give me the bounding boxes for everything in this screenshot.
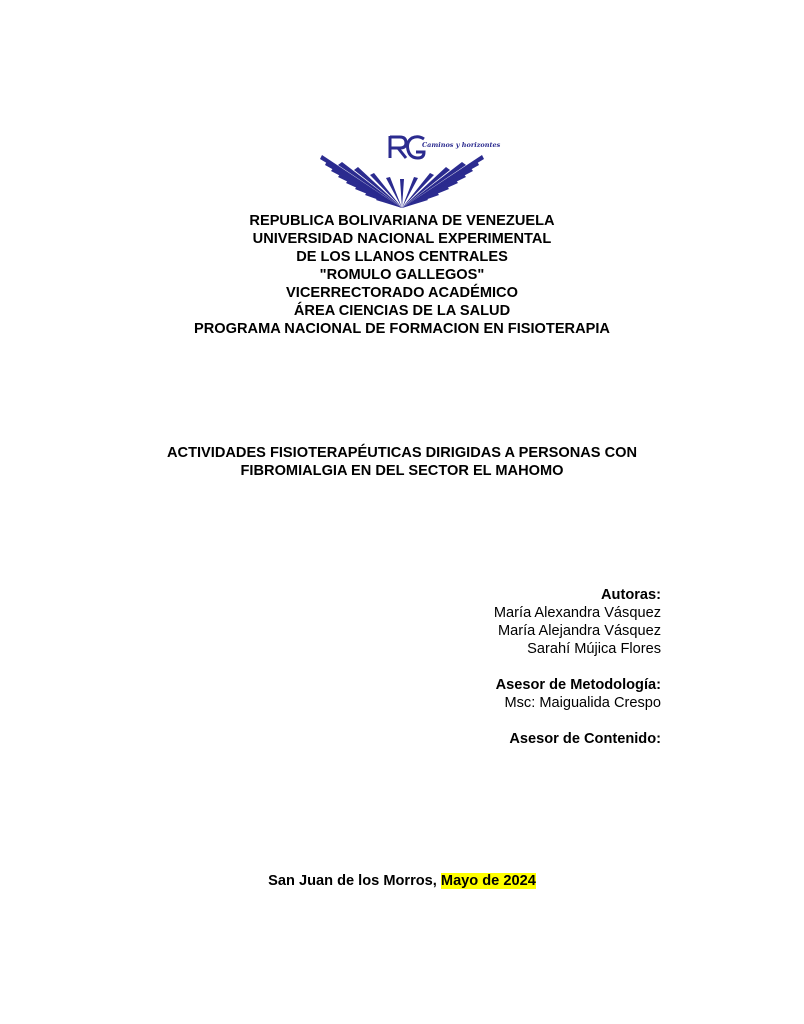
authors-label: Autoras:	[601, 587, 661, 603]
author-name: María Alejandra Vásquez	[497, 623, 661, 639]
spacer	[241, 658, 661, 676]
spacer	[241, 712, 661, 730]
author-name: Sarahí Mújica Flores	[527, 641, 661, 657]
header-line: ÁREA CIENCIAS DE LA SALUD	[293, 303, 511, 319]
credits-block	[241, 586, 661, 748]
author-name: María Alexandra Vásquez	[493, 605, 661, 621]
header-line: REPUBLICA BOLIVARIANA DE VENEZUELA	[249, 213, 555, 229]
place-text: San Juan de los Morros,	[268, 873, 437, 889]
methodology-advisor-label: Asesor de Metodología:	[495, 677, 661, 693]
document-title	[0, 444, 804, 480]
university-logo	[318, 132, 501, 210]
header-line: DE LOS LLANOS CENTRALES	[296, 249, 508, 265]
content-advisor-label: Asesor de Contenido:	[509, 731, 661, 747]
header-line: PROGRAMA NACIONAL DE FORMACION EN FISIOTERAPIA	[194, 321, 610, 337]
title-line: ACTIVIDADES FISIOTERAPÉUTICAS DIRIGIDAS A PERSONAS CON	[166, 445, 637, 461]
institution-header	[0, 212, 804, 338]
date-text: Mayo de 2024	[440, 873, 536, 889]
unerg-logo-icon	[318, 132, 501, 210]
title-line: FIBROMIALGIA EN DEL SECTOR EL MAHOMO	[240, 463, 564, 479]
header-line: "ROMULO GALLEGOS"	[319, 267, 485, 283]
methodology-advisor-name: Msc: Maigualida Crespo	[504, 695, 661, 711]
header-line: UNIVERSIDAD NACIONAL EXPERIMENTAL	[252, 231, 552, 247]
header-line: VICERRECTORADO ACADÉMICO	[286, 285, 518, 301]
place-and-date	[0, 872, 804, 890]
logo-motto: Caminos y horizontes	[422, 141, 501, 149]
